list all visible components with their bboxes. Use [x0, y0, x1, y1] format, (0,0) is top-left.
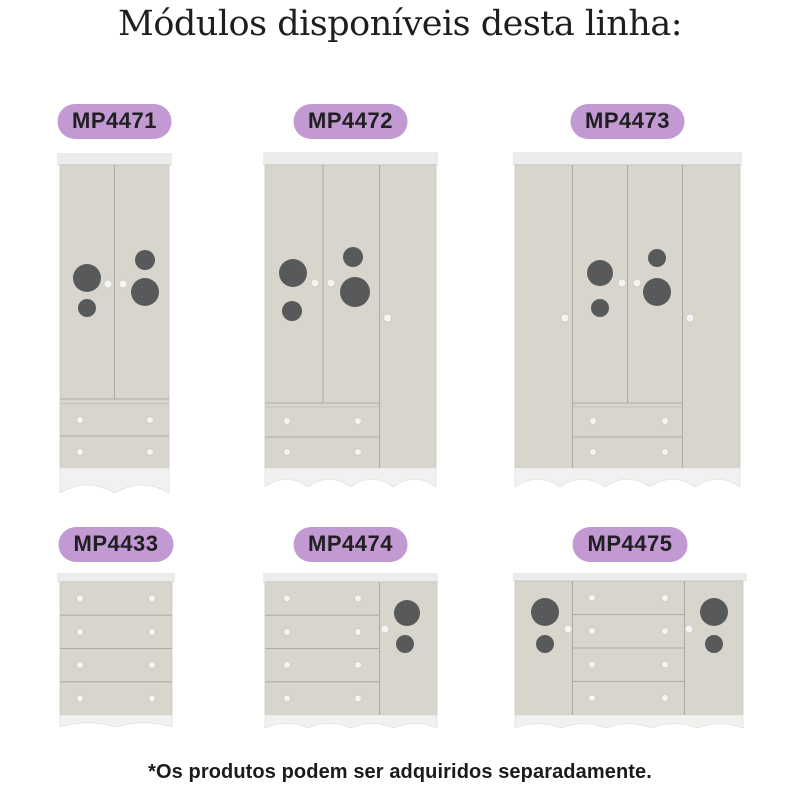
scalloped-base: [60, 715, 172, 727]
scalloped-base: [60, 468, 169, 493]
scalloped-base: [515, 468, 740, 487]
page-title: Módulos disponíveis desta linha:: [117, 4, 682, 44]
module-illustration-mp4474: [263, 573, 438, 728]
module-badge-mp4471: MP4471: [57, 104, 172, 139]
wardrobe-top: [513, 152, 742, 165]
module-badge-mp4474: MP4474: [293, 527, 408, 562]
module-card-mp4472: [263, 108, 438, 487]
module-card-mp4474: [263, 531, 438, 728]
dresser-top: [263, 573, 438, 582]
wardrobe-top: [263, 152, 438, 165]
scalloped-base: [265, 715, 437, 728]
module-badge-mp4475: MP4475: [573, 527, 688, 562]
chest-top: [57, 573, 175, 582]
module-card-mp4433: [57, 531, 175, 727]
module-illustration-mp4475: [513, 573, 747, 728]
module-badge-mp4433: MP4433: [59, 527, 174, 562]
module-illustration-mp4433: [57, 573, 175, 727]
scalloped-base: [515, 715, 743, 728]
wardrobe-top: [57, 153, 172, 165]
module-illustration-mp4472: [263, 150, 438, 487]
module-card-mp4473: [513, 108, 742, 487]
module-card-mp4471: [57, 108, 172, 493]
dresser-top: [513, 573, 747, 581]
footnote: *Os produtos podem ser adquiridos separadamente.: [148, 761, 652, 783]
module-illustration-mp4473: [513, 150, 742, 487]
module-illustration-mp4471: [57, 150, 172, 493]
module-badge-mp4472: MP4472: [293, 104, 408, 139]
module-card-mp4475: [513, 531, 747, 728]
module-badge-mp4473: MP4473: [570, 104, 685, 139]
scalloped-base: [265, 468, 436, 487]
